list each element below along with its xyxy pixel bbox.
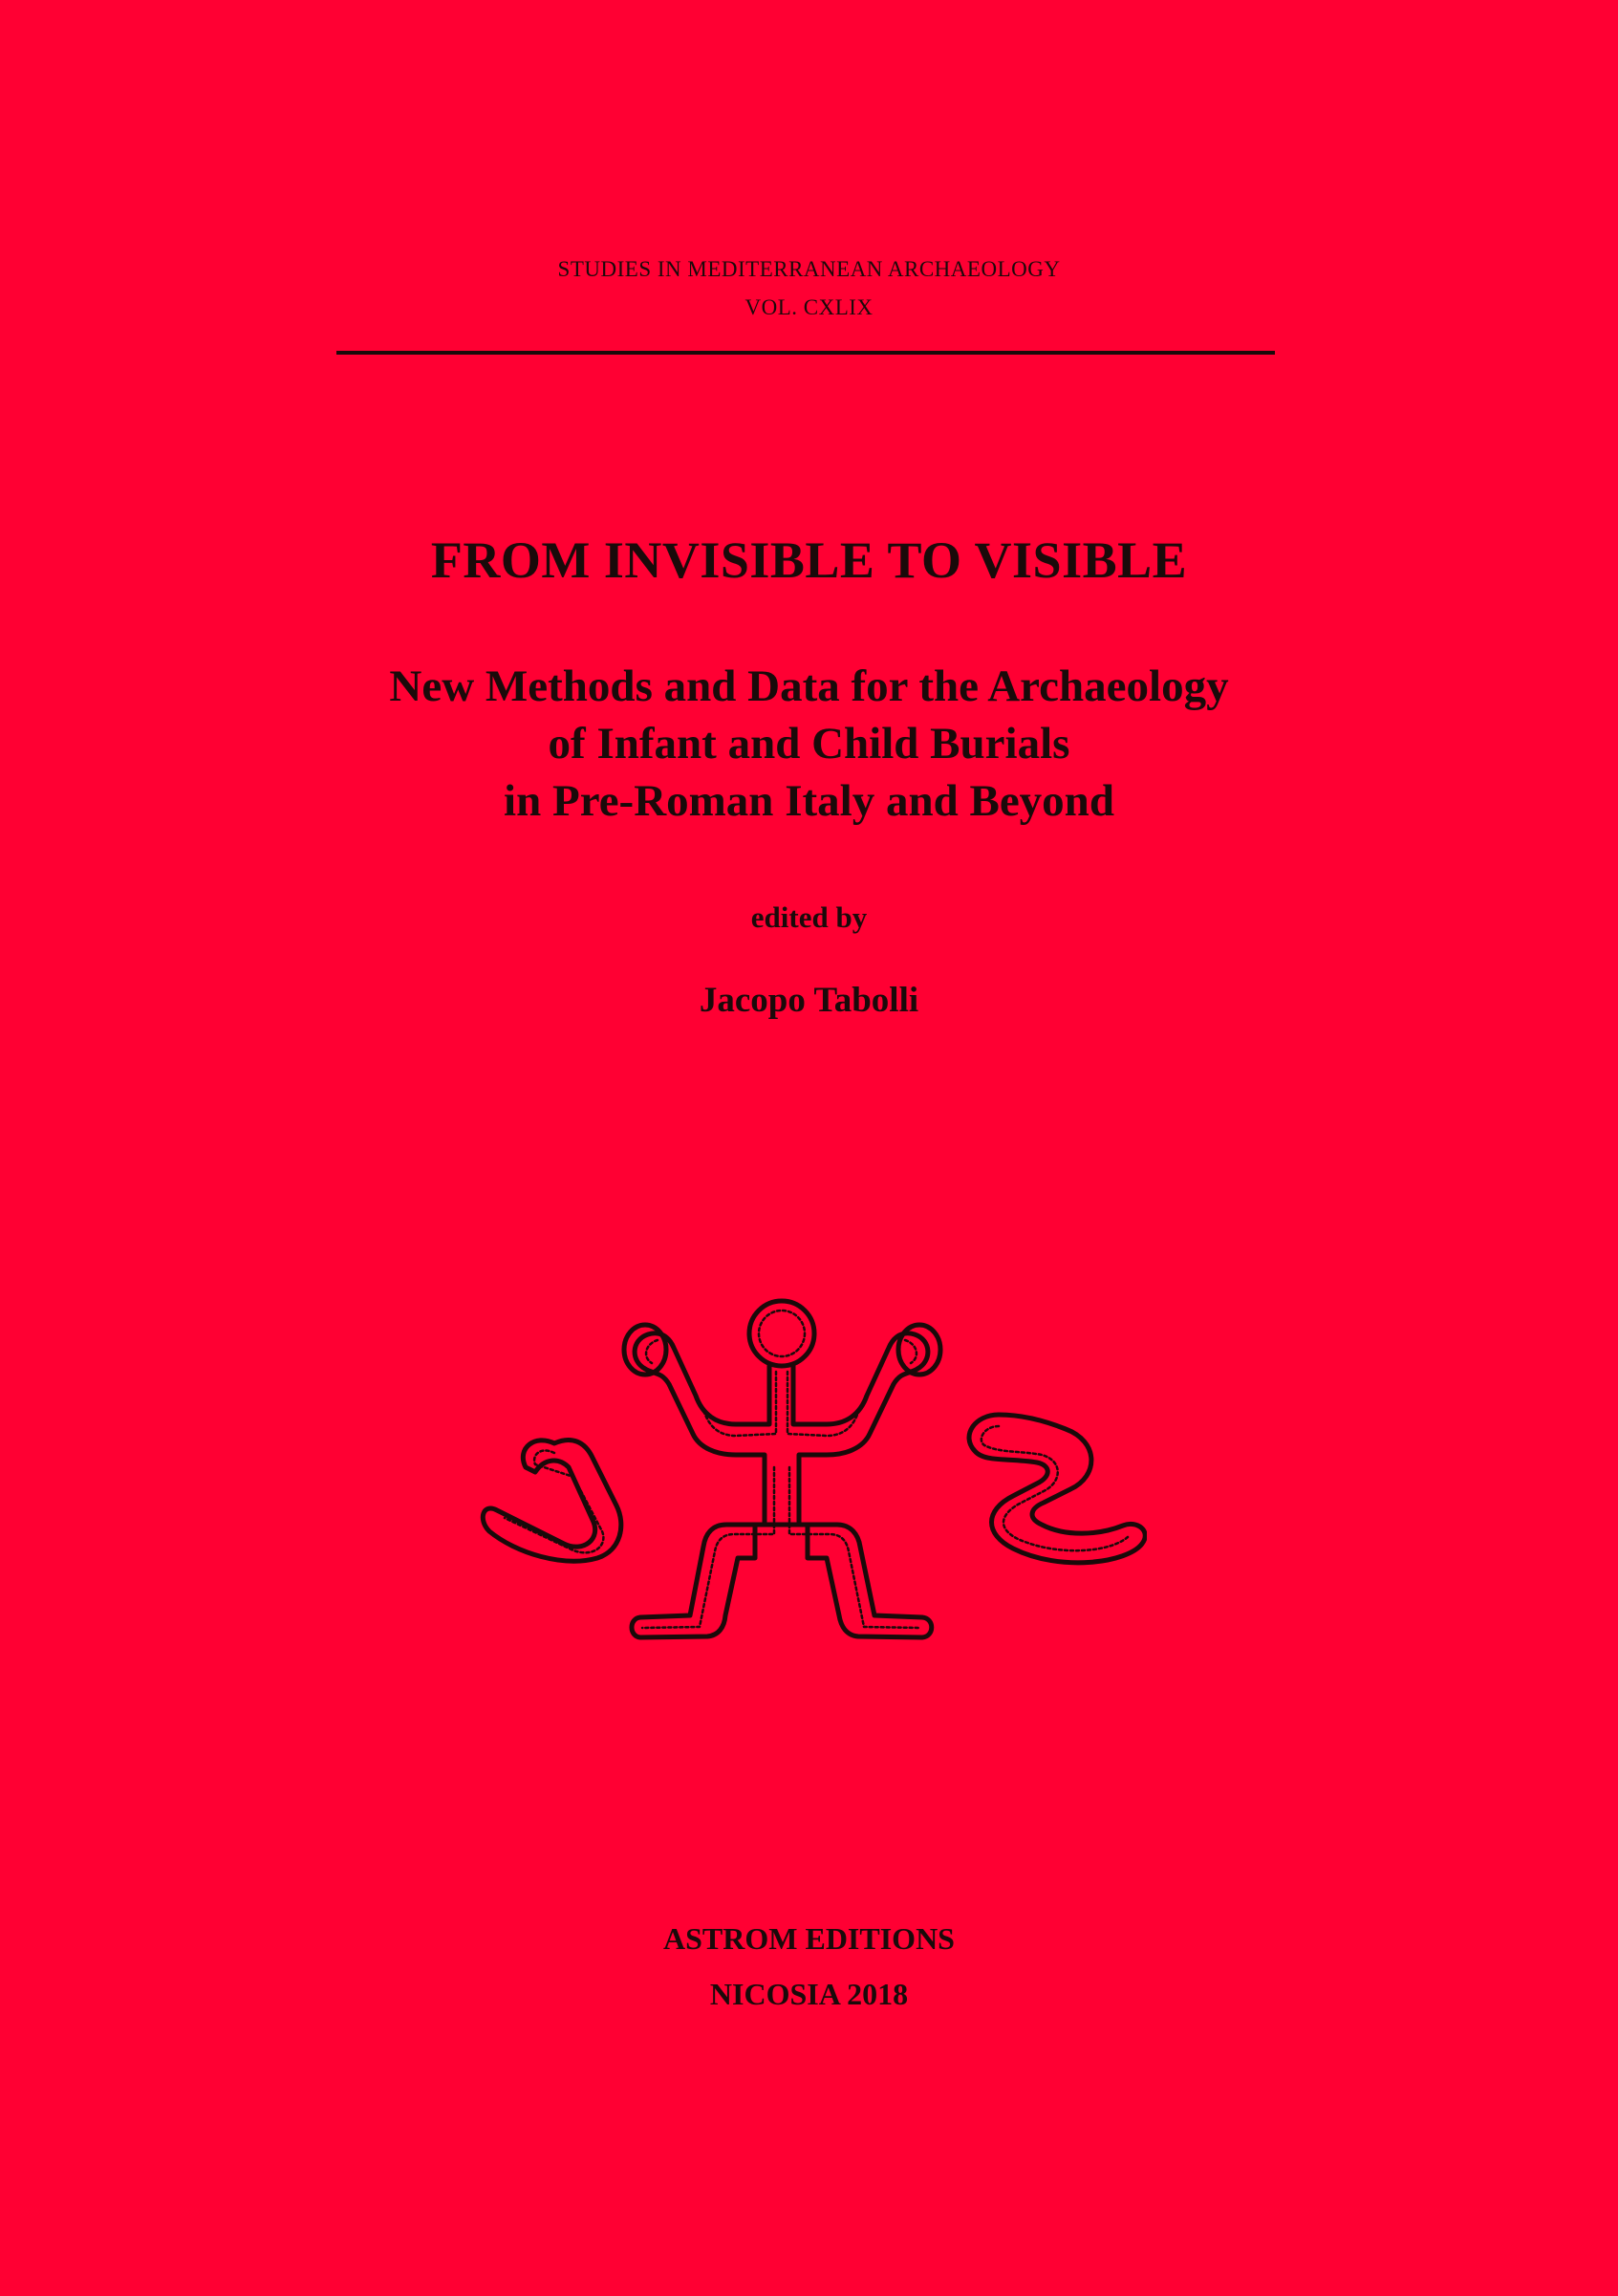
left-serpent-icon [483, 1440, 621, 1561]
subtitle-line-2: of Infant and Child Burials [548, 719, 1070, 769]
series-name: STUDIES IN MEDITERRANEAN ARCHAEOLOGY [557, 257, 1061, 281]
publisher-name: ASTROM EDITIONS [663, 1921, 955, 1956]
book-title: FROM INVISIBLE TO VISIBLE [430, 531, 1188, 589]
rock-art-figure-with-two-serpents-icon [478, 1281, 1147, 1692]
right-serpent-icon [969, 1415, 1145, 1563]
publication-place-year: NICOSIA 2018 [709, 1977, 909, 2011]
subtitle-line-1: New Methods and Data for the Archaeology [389, 661, 1229, 711]
editor-name: Jacopo Tabolli [699, 981, 919, 1020]
series-block [0, 250, 1618, 327]
book-subtitle [0, 658, 1618, 830]
horizontal-rule [336, 351, 1275, 355]
subtitle-line-3: in Pre-Roman Italy and Beyond [504, 776, 1114, 826]
series-volume: VOL. CXLIX [744, 295, 874, 319]
edited-by-label: edited by [750, 900, 868, 934]
human-figure-icon [624, 1301, 940, 1637]
